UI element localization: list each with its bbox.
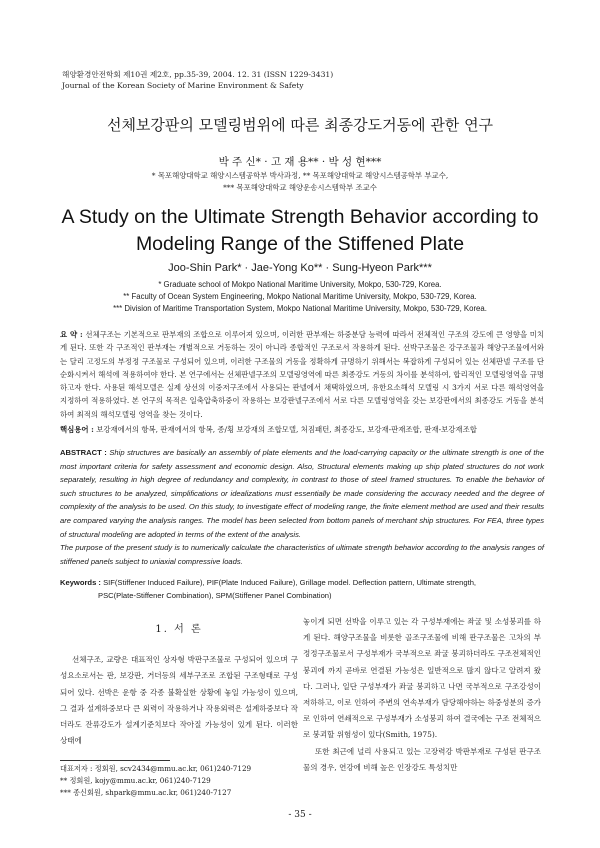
keywords-english-line1: SIF(Stiffener Induced Failure), PIF(Plate Induced Failure), Grillage model. Deflection pattern, Ultimate strength,: [103, 578, 477, 587]
abstract-english-para2: The purpose of the present study is to numerically calculate the characteristics of ultimate strength behavior according to the analysis ranges of stiffened panels subject to uniaxial compressive loads.: [60, 543, 544, 566]
body-paragraph-left: 선체구조, 교량은 대표적인 상자형 박판구조물로 구성되어 있으며 구성요소로서는 판, 보강판, 거더등의 세부구조로 조합된 구조형태로 구성되어 있다. 선박은 운항 중 각종 불확실한 상황에 놓일 가능성이 있으며, 그 결과 설계하중보다 큰 외력이 작용하거나 작용외력은 설계하중보다 작더라도 잔류강도가 설계기준치보다 작아질 가능성이 있게 된다. 이러한 상태에: [60, 655, 298, 746]
authors-korean: 박 주 신* · 고 재 용** · 박 성 현***: [218, 156, 382, 168]
title-english: [0, 204, 600, 258]
body-paragraph-right-2: 또한 최근에 널리 사용되고 있는 고장력강 박판부재로 구성된 판구조물의 경우, 연강에 비해 높은 인장강도 특성치만: [303, 746, 541, 772]
footnote-3: *** 종신회원, shpark@mmu.ac.kr, 061)240-7127: [60, 788, 232, 797]
authors-english: Joo-Shin Park* · Jae-Yong Ko** · Sung-Hyeon Park***: [168, 262, 432, 274]
keywords-english-label: Keywords :: [60, 578, 101, 587]
section-1-title: 1. 서 론: [155, 624, 203, 635]
abstract-english: [60, 446, 544, 568]
affiliation-english-1: * Graduate school of Mokpo National Maritime University, Mokpo, 530-729, Korea.: [158, 280, 442, 289]
keywords-korean-label: 핵심용어 :: [60, 425, 94, 434]
affiliation-korean-1: * 목포해양대학교 해양시스템공학부 박사과정, ** 목포해양대학교 해양시스템공학부 부교수,: [151, 171, 449, 180]
body-paragraph-right-1: 놓이게 되면 선박을 이루고 있는 각 구성부재에는 좌굴 및 소성붕괴를 하게 된다. 해양구조물을 비롯한 골조구조물에 비해 판구조물은 고차의 부정정구조물로서 구성부재가 국부적으로 좌굴 붕괴하더라도 구조전체적인 붕괴에 까지 곧바로 연결된 가능성은 일반적으로 많지 않다고 알려져 왔다. 그러나, 일단 구성부재가 좌굴 붕괴하고 나면 국부적으로 구조강성이 저하하고, 이로 인하여 주변의 연속부재가 담당해야하는 하중성분의 증가로 인하여 연쇄적으로 구성부재가 소성붕괴 하여 결국에는 구조 전체적으로 붕괴할 위험성이 있다(Smith, 1975).: [303, 617, 541, 740]
body-column-left: [60, 622, 298, 749]
keywords-korean-text: 보강재에서의 항복, 판재에서의 항복, 종/횡 보강재의 조합모델, 처짐패턴, 최종강도, 보강재-판재조합, 판재-보강재조합: [96, 425, 477, 434]
keywords-english: [60, 576, 544, 602]
keywords-korean: [60, 424, 544, 435]
footnote-1: 대표저자 : 정회원, scv2434@mmu.ac.kr, 061)240-7129: [60, 764, 252, 773]
abstract-korean-label: 요 약 :: [60, 330, 83, 339]
journal-header-line1: 해양환경안전학회 제10권 제2호, pp.35-39, 2004. 12. 31 (ISSN 1229-3431): [62, 70, 334, 79]
affiliation-english-3: *** Division of Maritime Transportation System, Mokpo National Maritime University, Mokpo, 530-729, Korea.: [113, 304, 487, 313]
abstract-english-label: ABSTRACT :: [60, 448, 107, 457]
title-english-line1: A Study on the Ultimate Strength Behavior according to: [61, 206, 539, 228]
abstract-english-para1: Ship structures are basically an assembly of plate elements and the load-carrying capacity or the ultimate strength is one of the most important criteria for safety assessment and economic design. Also, Structural elements making up ship plated structures do not work separately, resulting in high degree of redundancy and complexity, in contrast to those of steel framed structures. To enable the behavior of such structures to be analyzed, simplifications or idealizations must essentially be made considering the accuracy needed and the degree of complexity of the analysis to be used. On this study, to investigate effect of modeling range, the finite element method are used and their results are compared varying the analysis ranges. The model has been selected from bottom panels of merchant ship structures. For FEA, three types of structural modeling are adopted in terms of the extent of the analysis.: [60, 448, 544, 539]
footnote-rule: [60, 760, 170, 761]
body-column-right: [303, 614, 541, 776]
affiliation-english-2: ** Faculty of Ocean System Engineering, Mokpo National Maritime University, Mokpo, 530-729, Korea.: [123, 292, 477, 301]
affiliation-korean-2: *** 목포해양대학교 해양운송시스템학부 조교수: [223, 183, 377, 192]
abstract-korean-text: 선체구조는 기본적으로 판부재의 조합으로 이루어져 있으며, 이러한 판부재는 하중분담 능력에 따라서 전체적인 구조의 강도에 큰 영향을 미치게 된다. 또한 각 구조적인 판부재는 개별적으로 거동하는 것이 아니라 종합적인 구조로서 작용하게 된다. 선박구조물은 강구조물과 해양구조물에서와는 달리 고정도의 부정정 구조물로 구성되어 있으며, 이러한 구조물의 거동을 정확하게 규명하기 위해서는 복잡하게 구성되어 있는 선체판넬 구조를 단순화시켜서 해석에 적용하여야 한다. 본 연구에서는 선체판넬구조의 모델링영역에 따른 최종강도 거동의 차이를 분석하여, 합리적인 모델링영역을 규명하고자 한다. 사용된 해석모델은 실제 상선의 이중저구조에서 사용되는 판넬에서 채택하였으며, 유한요소해석 모델링 시 3가지 서로 다른 해석영역을 지정하여 적용하였다. 본 연구의 목적은 일축압축하중이 작용하는 보강판넬구조에서 서로 다른 모델링영역을 갖는 보강판에서의 최종강도 거동을 분석하여 최적의 해석모델링 영역을 찾는 것이다.: [60, 330, 544, 419]
page-number: - 35 -: [288, 810, 312, 820]
journal-header-line2: Journal of the Korean Society of Marine Environment & Safety: [62, 81, 304, 90]
abstract-korean: [60, 328, 544, 421]
title-english-line2: Modeling Range of the Stiffened Plate: [135, 233, 465, 255]
title-korean: 선체보강판의 모델링범위에 따른 최종강도거동에 관한 연구: [106, 116, 494, 134]
footnote-2: ** 정회원, kojy@mmu.ac.kr, 061)240-7129: [60, 776, 211, 785]
keywords-english-line2: PSC(Plate-Stiffener Combination), SPM(Stiffener Panel Combination): [98, 591, 332, 600]
